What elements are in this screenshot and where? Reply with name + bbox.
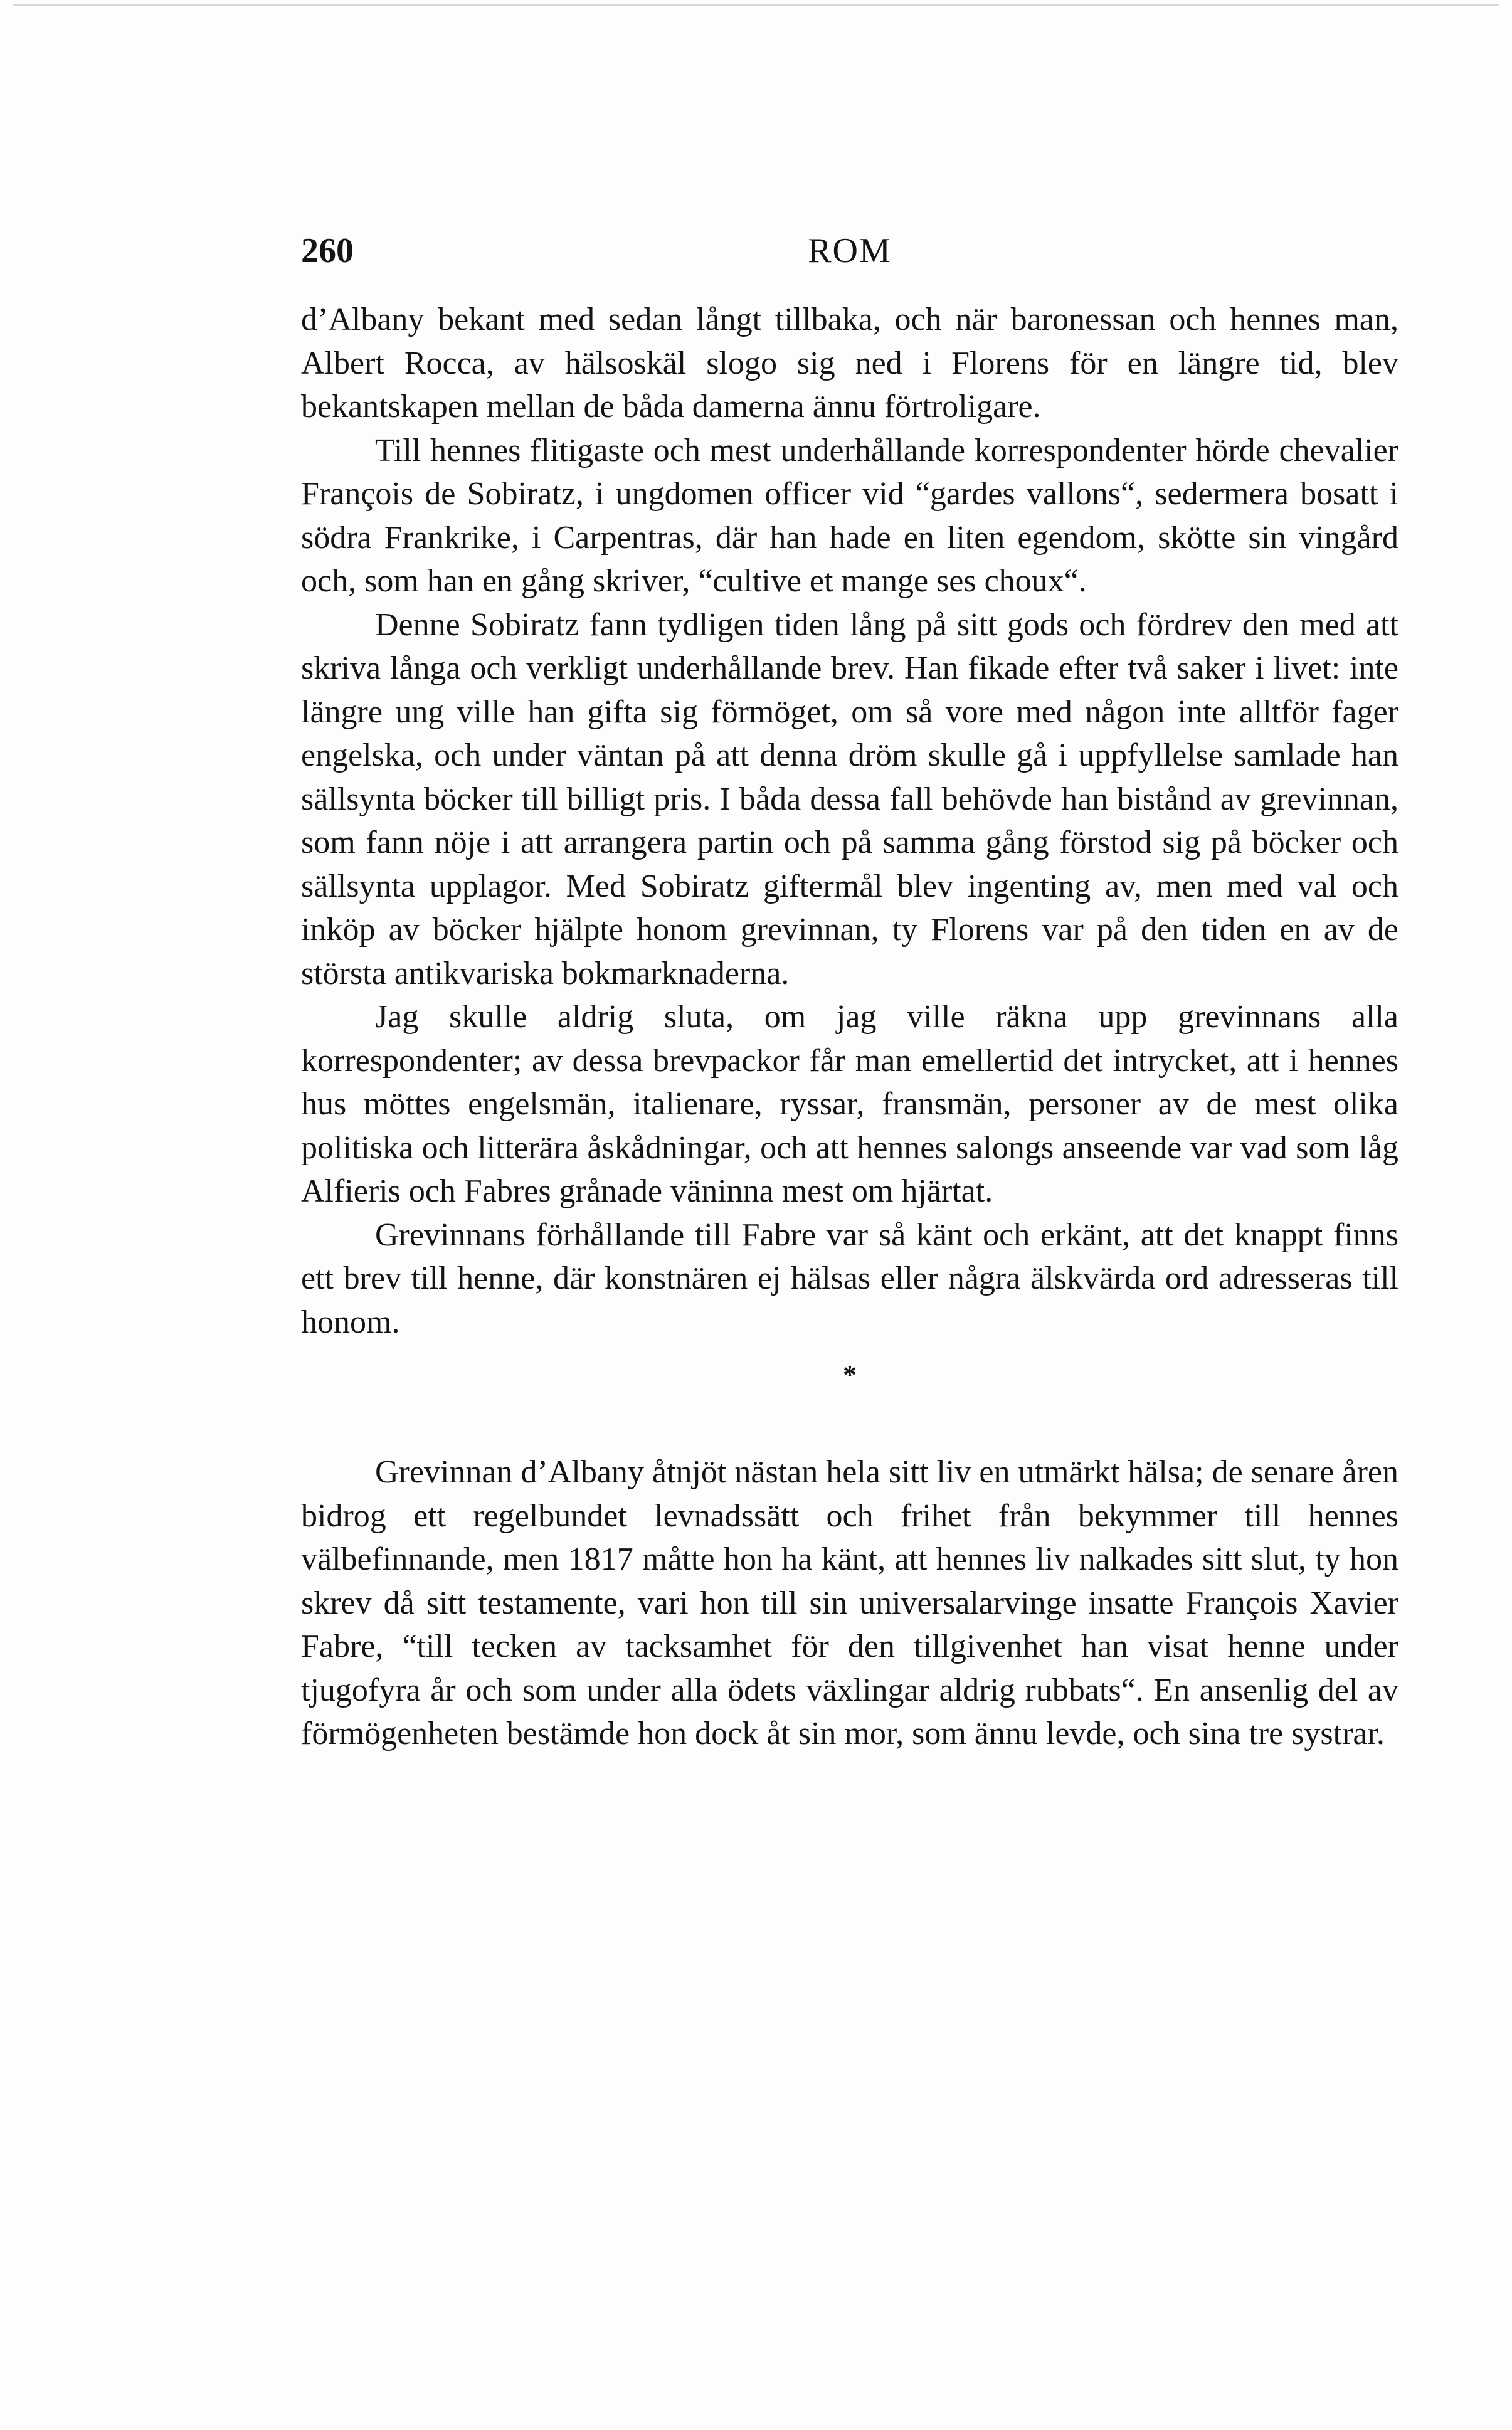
- paragraph: Grevinnan d’Albany åtnjöt nästan hela sitt liv en utmärkt hälsa; de senare åren bidrog ett regelbundet levnadssätt och frihet från bekymmer till hennes välbefinnande, men 1817 måtte hon ha känt, att hennes liv nalkades sitt slut, ty hon skrev då sitt testamente, vari hon till sin universalarvinge insatte François Xavier Fabre, “till tecken av tacksamhet för den tillgivenhet han visat henne under tjugofyra år och som under alla ödets växlingar aldrig rubbats“. En ansenlig del av förmögenheten bestämde hon dock åt sin mor, som ännu levde, och sina tre systrar.: [301, 1454, 1398, 1751]
- paragraph: Till hennes flitigaste och mest underhållande korrespondenter hörde chevalier François de Sobiratz, i ungdomen officer vid “gardes vallons“, sedermera bosatt i södra Frankrike, i Carpentras, där han hade en liten egendom, skötte sin vingård och, som han en gång skriver, “cultive et mange ses choux“.: [301, 432, 1398, 599]
- paragraph: Grevinnans förhållande till Fabre var så känt och erkänt, att det knappt finns ett brev till henne, där konstnären ej hälsas eller några älskvärda ord adresseras till honom.: [301, 1217, 1398, 1340]
- page-number: 260: [301, 231, 354, 270]
- page-edge-rule: [13, 4, 1499, 6]
- paragraph: Denne Sobiratz fann tydligen tiden lång på sitt gods och fördrev den med att skriva långa och verkligt underhållande brev. Han fikade efter två saker i livet: inte längre ung ville han gifta sig förmöget, om så vore med någon inte alltför fager engelska, och under väntan på att denna dröm skulle gå i uppfyllelse samlade han sällsynta böcker till billigt pris. I båda dessa fall behövde han bistånd av grevinnan, som fann nöje i att arrangera partin och på samma gång förstod sig på böcker och sällsynta upplagor. Med Sobiratz giftermål blev ingenting av, men med val och inköp av böcker hjälpte honom grevinnan, ty Florens var på den tiden en av de största antikvariska bokmarknaderna.: [301, 606, 1398, 991]
- paragraph: Jag skulle aldrig sluta, om jag ville räkna upp grevinnans alla korrespondenter; av dessa brevpackor får man emellertid det intrycket, att i hennes hus möttes engelsmän, italienare, ryssar, fransmän, personer av de mest olika politiska och litterära åskådningar, och att hennes salongs anseende var vad som låg Alfieris och Fabres grånade väninna mest om hjärtat.: [301, 999, 1398, 1209]
- running-head: ROM: [808, 231, 892, 270]
- body-text: [301, 298, 1398, 1756]
- section-break-asterisk: *: [843, 1360, 857, 1390]
- page-header: [301, 229, 1398, 273]
- paragraph-continued: d’Albany bekant med sedan långt tillbaka, och när baronessan och hennes man, Albert Rocca, av hälsoskäl slogo sig ned i Florens för en längre tid, blev bekantskapen mellan de båda damerna ännu förtroligare.: [301, 302, 1398, 425]
